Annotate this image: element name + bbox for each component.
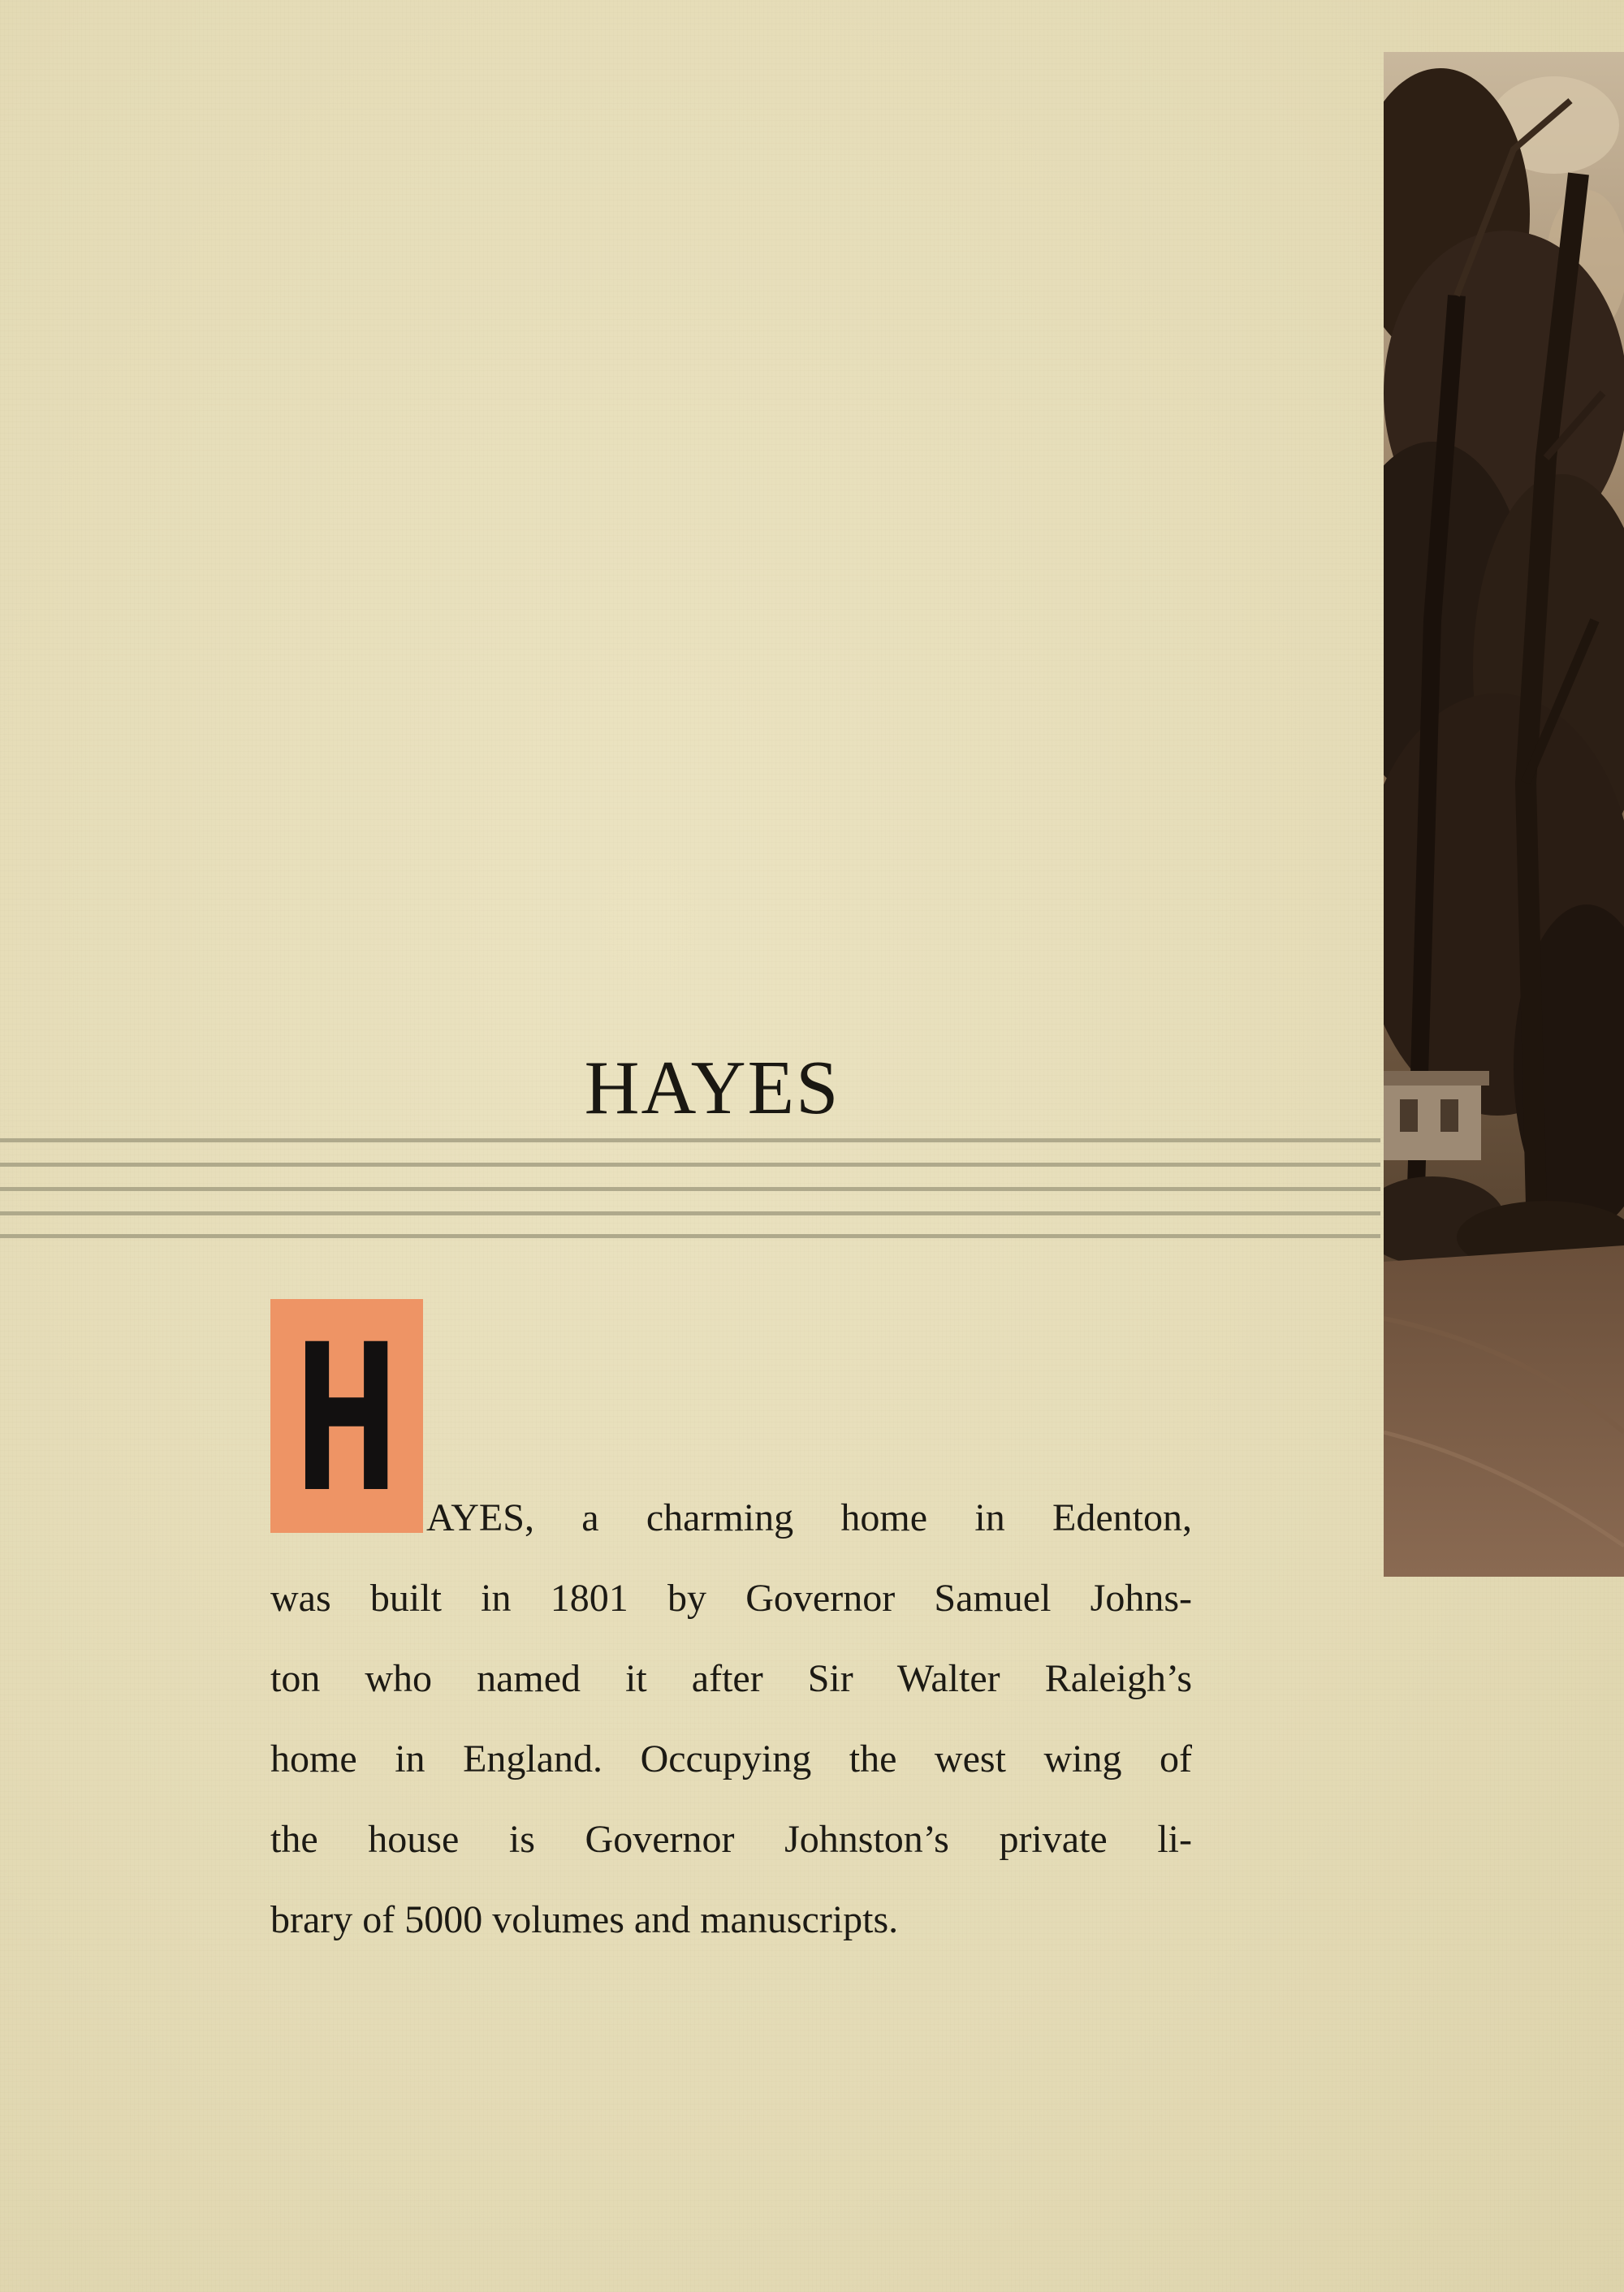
- paragraph-line: home in England. Occupying the west wing of: [270, 1737, 1192, 1781]
- rule-line: [0, 1187, 1380, 1191]
- tree-photo-image: [1384, 52, 1624, 1577]
- paragraph-line: the house is Governor Johnston’s private li-: [270, 1818, 1192, 1861]
- paragraph-first-line: [426, 1478, 1192, 1558]
- rule-line: [0, 1211, 1380, 1215]
- rule-line: [0, 1234, 1380, 1238]
- paragraph-body: [270, 1558, 1192, 1960]
- drop-cap-box: [270, 1299, 423, 1537]
- paragraph-line: ton who named it after Sir Walter Raleigh’s: [270, 1657, 1192, 1700]
- page-title: HAYES: [584, 1045, 840, 1130]
- photo-strip: [1384, 52, 1624, 1577]
- rule-line: [0, 1138, 1380, 1142]
- drop-cap-letter: H: [294, 1301, 400, 1537]
- paragraph-line: AYES, a charming home in Edenton,: [426, 1496, 1192, 1539]
- rule-line: [0, 1163, 1380, 1167]
- paragraph-line: brary of 5000 volumes and manuscripts.: [270, 1898, 899, 1941]
- horizontal-rules: [0, 1138, 1380, 1241]
- paragraph-line: was built in 1801 by Governor Samuel Johns-: [270, 1577, 1192, 1620]
